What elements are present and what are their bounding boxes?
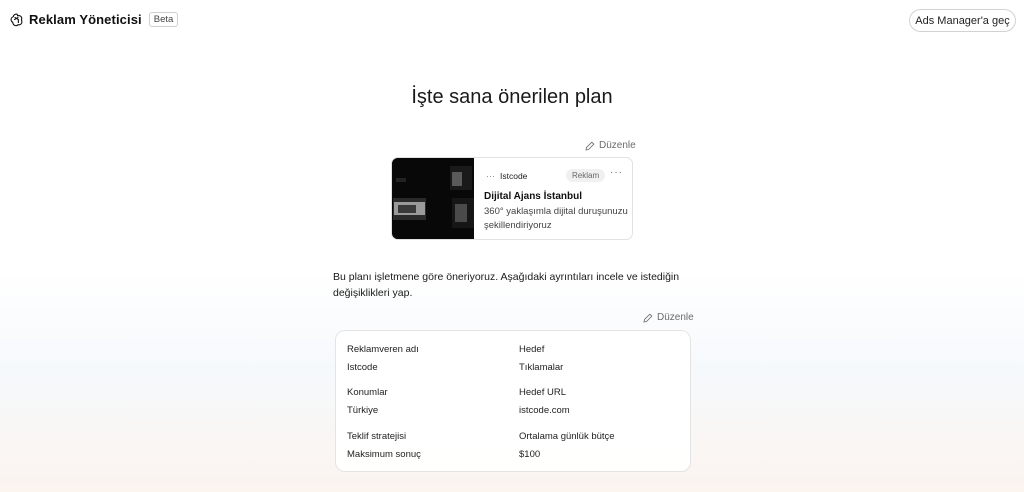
top-bar [0, 0, 1024, 40]
ad-description: 360° yaklaşımla dijital duruşunuzu şekillendiriyoruz [484, 206, 628, 231]
ad-image [392, 158, 474, 240]
ad-advertiser-name: Istcode [500, 171, 528, 181]
beta-badge: Beta [149, 12, 179, 27]
pencil-icon [585, 141, 595, 151]
ad-preview-edit-label: Düzenle [599, 140, 636, 151]
summary-edit-link[interactable] [643, 312, 694, 323]
plan-summary-card [335, 330, 691, 472]
ad-preview-card [391, 157, 633, 240]
ad-headline: Dijital Ajans İstanbul [484, 191, 582, 202]
goal-value: Tıklamalar [519, 362, 564, 373]
locations-value: Türkiye [347, 405, 379, 416]
target-url-value: istcode.com [519, 405, 570, 416]
summary-edit-label: Düzenle [657, 312, 694, 323]
ad-body [484, 158, 630, 240]
bid-strategy-value: Maksimum sonuç [347, 449, 421, 460]
daily-budget-value: $100 [519, 449, 541, 460]
pencil-icon [643, 313, 653, 323]
switch-to-ads-manager-button[interactable]: Ads Manager'a geç [909, 9, 1016, 32]
more-options-icon[interactable]: ··· [610, 167, 623, 178]
daily-budget-label: Ortalama günlük bütçe [519, 431, 615, 442]
advertiser-name-value: Istcode [347, 362, 378, 373]
advertiser-avatar-icon: ··· [486, 171, 495, 181]
ad-sponsored-tag: Reklam [566, 169, 605, 182]
app-title: Reklam Yöneticisi [29, 12, 142, 27]
bid-strategy-label: Teklif stratejisi [347, 431, 407, 442]
advertiser-name-label: Reklamveren adı [347, 344, 419, 355]
ad-preview-edit-link[interactable] [585, 140, 636, 151]
page-title: İşte sana önerilen plan [411, 86, 613, 108]
brand [9, 12, 178, 27]
ad-image-graphic [392, 158, 474, 240]
openai-logo-icon [9, 12, 24, 27]
intro-text: Bu planı işletmene göre öneriyoruz. Aşağıdaki ayrıntıları incele ve istediğin değişiklikleri yap. [333, 271, 680, 299]
goal-label: Hedef [519, 344, 545, 355]
target-url-label: Hedef URL [519, 387, 566, 398]
locations-label: Konumlar [347, 387, 388, 398]
